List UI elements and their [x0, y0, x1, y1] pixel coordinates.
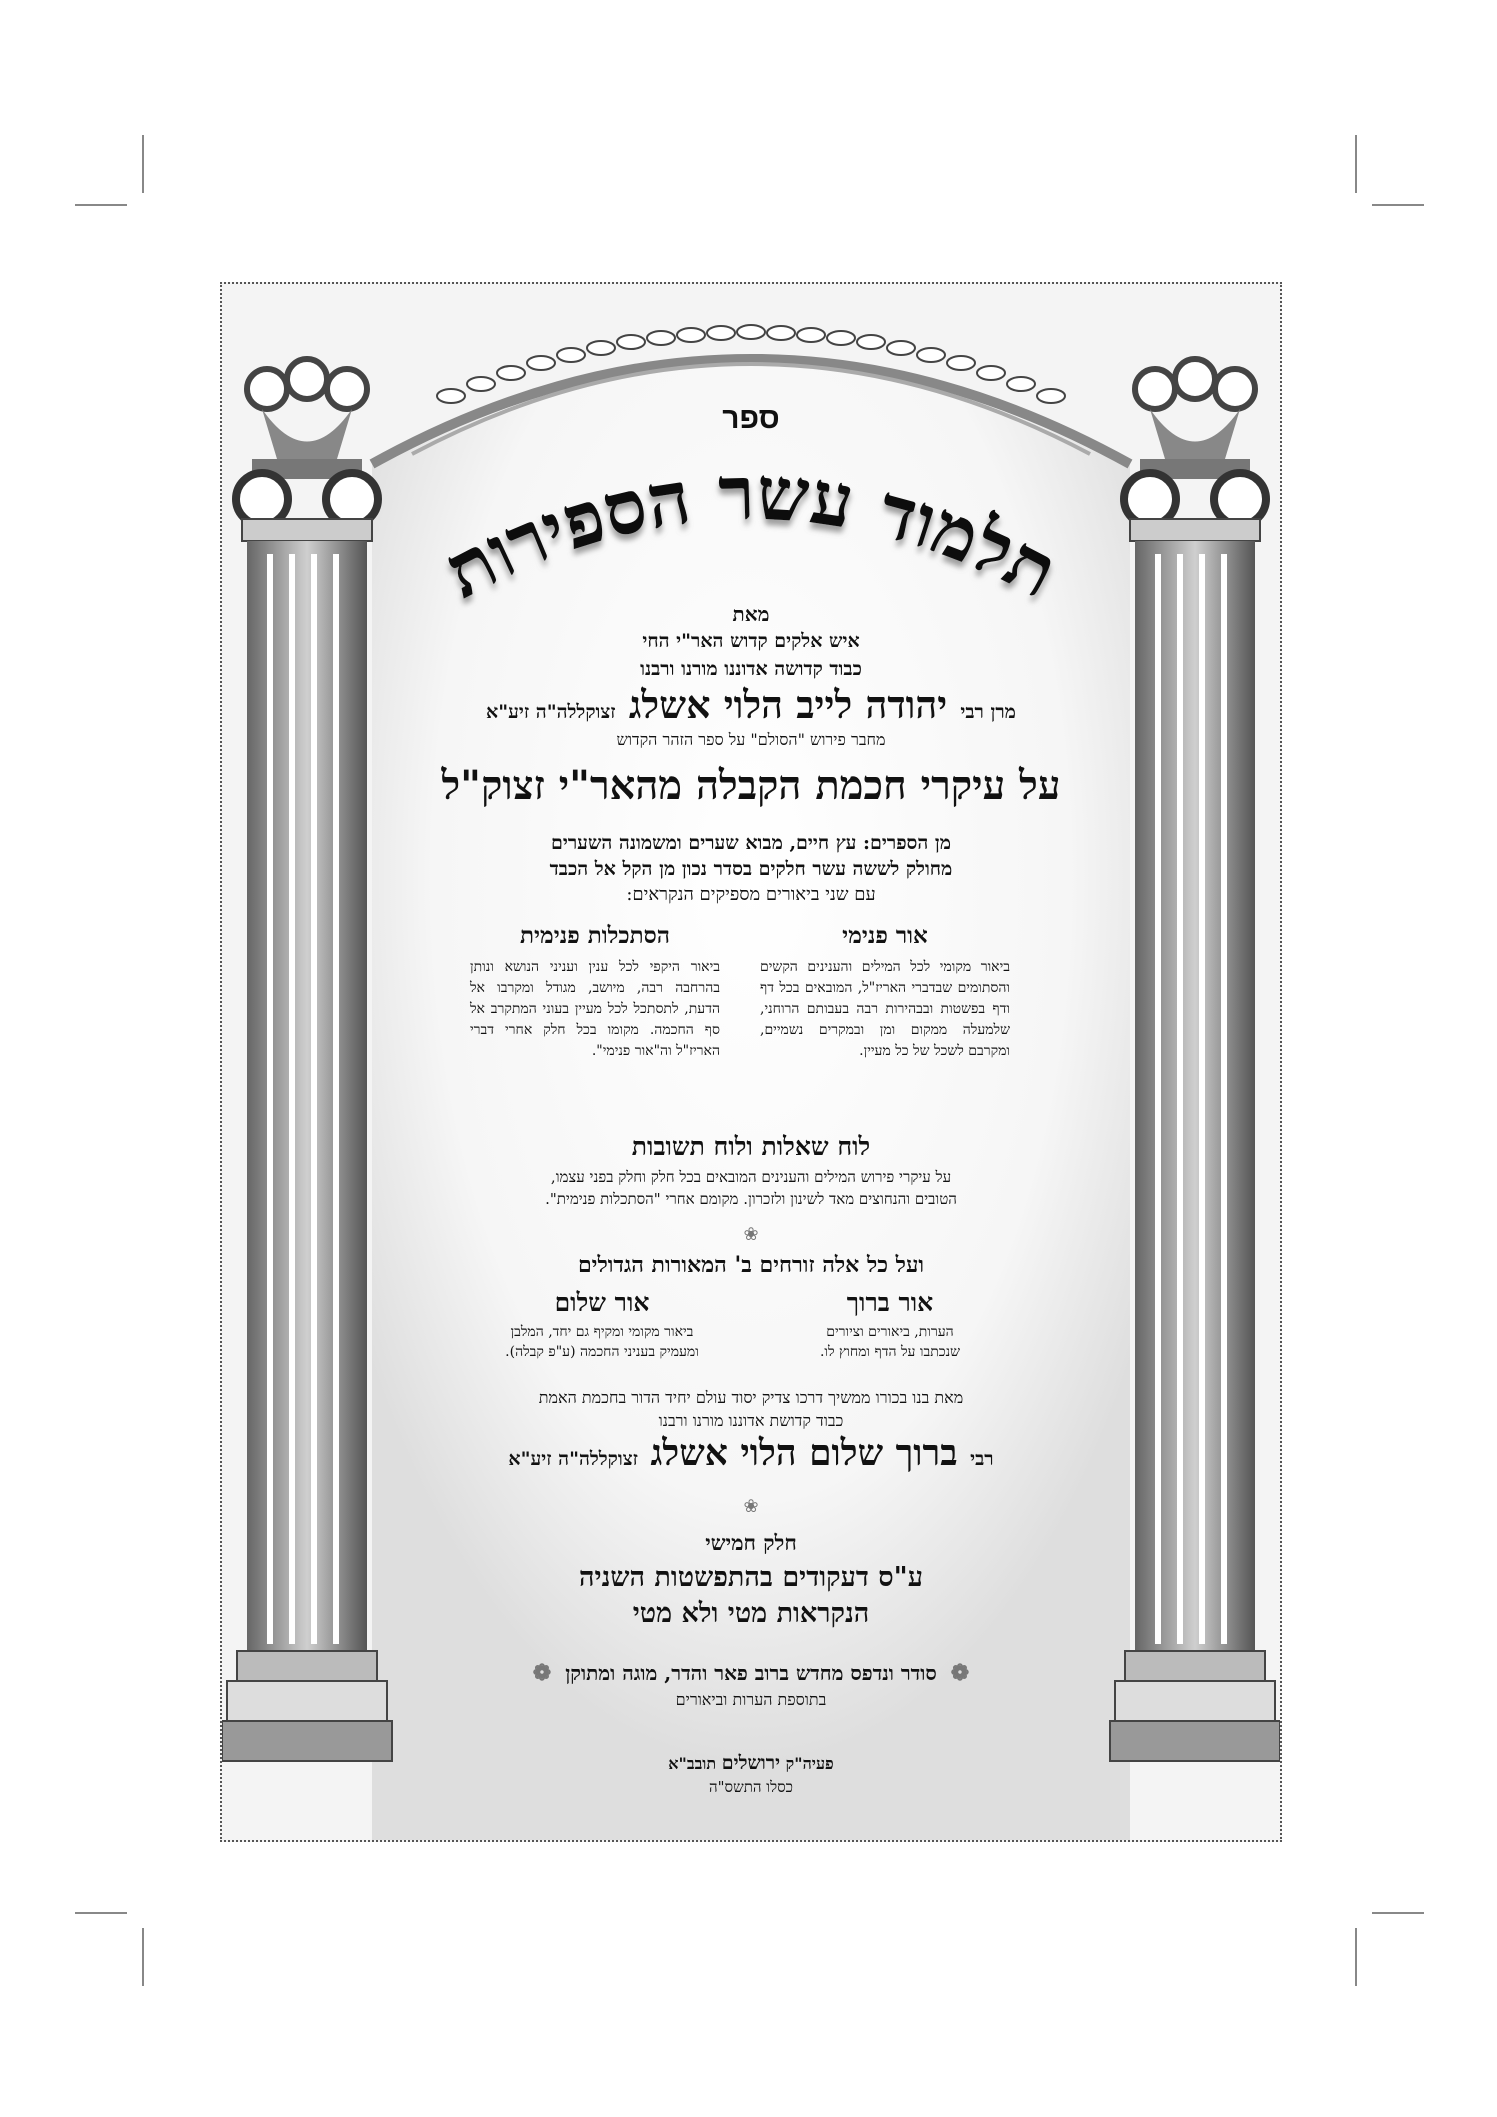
part-title-1: ע"ס דעקודים בהתפשטות השניה	[579, 1562, 923, 1593]
crop-mark	[142, 135, 144, 193]
son-epithet-1: מאת בנו בכורו ממשיך דרכו צדיק יסוד עולם יחיד הדור בחכמת האמת	[538, 1388, 964, 1407]
meor-line-1: הערות, ביאורים וציורים	[826, 1324, 954, 1340]
meor-title: אור שלום	[554, 1288, 650, 1317]
crop-mark	[1372, 1912, 1424, 1914]
crop-mark	[75, 204, 127, 206]
additions-line: בתוספת הערות וביאורים	[675, 1690, 827, 1709]
svg-text:תלמוד עשר הספירות	[431, 450, 1071, 615]
scroll-ornament-icon: ❁	[950, 1660, 970, 1686]
son-epithet-2: כבוד קדושת אדוננו מורנו ורבנו	[658, 1411, 844, 1430]
sources-line-1: מן הספרים: עץ חיים, מבוא שערים ומשמונה השערים	[551, 832, 951, 854]
scroll-ornament-icon: ❁	[532, 1660, 552, 1686]
sources-line-3: עם שני ביאורים מספיקים הנקראים:	[626, 884, 876, 905]
luach-line-1: על עיקרי פירוש המילים והענינים המובאים בכל חלק וחלק בפני עצמו,	[550, 1168, 952, 1186]
crop-mark	[1355, 1928, 1357, 1986]
sefer-label: ספר	[722, 402, 780, 435]
imprint-date: כסלו התשס"ה	[709, 1778, 793, 1796]
commentary-text: ביאור היקפי לכל ענין ועניני הנושא ונותן בהרחבה רבה, מיושב, מגודל ומקרבו אל הדעת, לתסתכל לכל מעיין בעוני המתקרב אל סף החכמה. מקומו בכל חלק אחרי דברי האריז"ל וה"אור פנימי".	[470, 959, 720, 1059]
luach-line-2: הטובים והנחוצים מאד לשינון ולזכרון. מקומם אחרי "הסתכלות פנימית".	[545, 1190, 957, 1208]
son-prefix: רבי	[970, 1448, 994, 1470]
author-epithet-2: כבוד קדושה אדוננו מורנו ורבנו	[640, 658, 862, 680]
meor-title: אור ברוך	[846, 1288, 934, 1317]
imprint-prefix: פעיה"ק	[785, 1754, 834, 1773]
crop-mark	[75, 1912, 127, 1914]
luach-title: לוח שאלות ולוח תשובות	[631, 1132, 871, 1161]
meet-label: מאת	[732, 602, 770, 626]
meor-line-2: ומעמיק בעניני החכמה (ע"פ קבלה).	[505, 1344, 699, 1360]
commentary-or-pnimi	[760, 922, 1010, 1062]
commentary-title: אור פנימי	[842, 922, 928, 949]
son-suffix: זצוקללה"ה זיע"א	[508, 1448, 638, 1470]
book-title-text: תלמוד עשר הספירות	[431, 450, 1071, 616]
meor-line-1: ביאור מקומי ומקיף גם יחד, המלבן	[510, 1324, 694, 1340]
commentary-title: הסתכלות פנימית	[520, 922, 670, 949]
imprint-suffix: תובב"א	[668, 1754, 717, 1773]
flower-ornament-icon: ❀	[743, 1496, 759, 1517]
meor-or-shalom	[477, 1288, 727, 1362]
imprint-place	[222, 1752, 1280, 1775]
crop-mark	[1355, 135, 1357, 193]
printing-line	[222, 1660, 1280, 1686]
meorot-heading: ועל כל אלה זורחים ב' המאורות הגדולים	[577, 1252, 925, 1278]
commentary-text: ביאור מקומי לכל המילים והענינים הקשים והסתומים שבדברי האריז"ל, המובאים בכל דף ודף בפשטות ובבהירות רבה בעבותם הרוחני, שלמעלה ממקום ומן ובמקרים נשמיים, ומקרבם לשכל של כל מעיין.	[760, 959, 1010, 1059]
meor-or-baruch	[765, 1288, 1015, 1362]
son-name-line	[222, 1432, 1280, 1474]
meor-line-2: שנכתבו על הדף ומחוץ לו.	[819, 1344, 961, 1360]
part-title-2: הנקראות מטי ולא מטי	[632, 1598, 870, 1629]
part-number: חלק חמישי	[705, 1530, 797, 1555]
commentary-histaklut-pnimit	[470, 922, 720, 1062]
imprint-city: ירושלים	[721, 1752, 781, 1774]
subject-heading: על עיקרי חכמת הקבלה מהאר"י זצוק"ל	[441, 762, 1061, 809]
author-prefix: מרן רבי	[960, 701, 1016, 723]
author-epithet-1: איש אלקים קדוש האר"י החי	[642, 630, 860, 652]
printing-text: סודר ונדפס מחדש ברוב פאר והדר, מוגה ומתוקן	[565, 1661, 937, 1685]
son-name: ברוך שלום הלוי אשלג	[650, 1432, 958, 1474]
author-name-line	[222, 682, 1280, 728]
sources-line-2: מחולק לששה עשר חלקים בסדר נכון מן הקל אל הכבד	[549, 858, 953, 880]
title-page-frame	[220, 282, 1282, 1842]
flower-ornament-icon: ❀	[743, 1224, 759, 1245]
author-suffix: זצוקללה"ה זיע"א	[486, 701, 616, 723]
crop-mark	[1372, 204, 1424, 206]
compiler-line: מחבר פירוש "הסולם" על ספר הזהר הקדוש	[616, 730, 886, 749]
author-name: יהודה לייב הלוי אשלג	[628, 682, 948, 727]
crop-mark	[142, 1928, 144, 1986]
